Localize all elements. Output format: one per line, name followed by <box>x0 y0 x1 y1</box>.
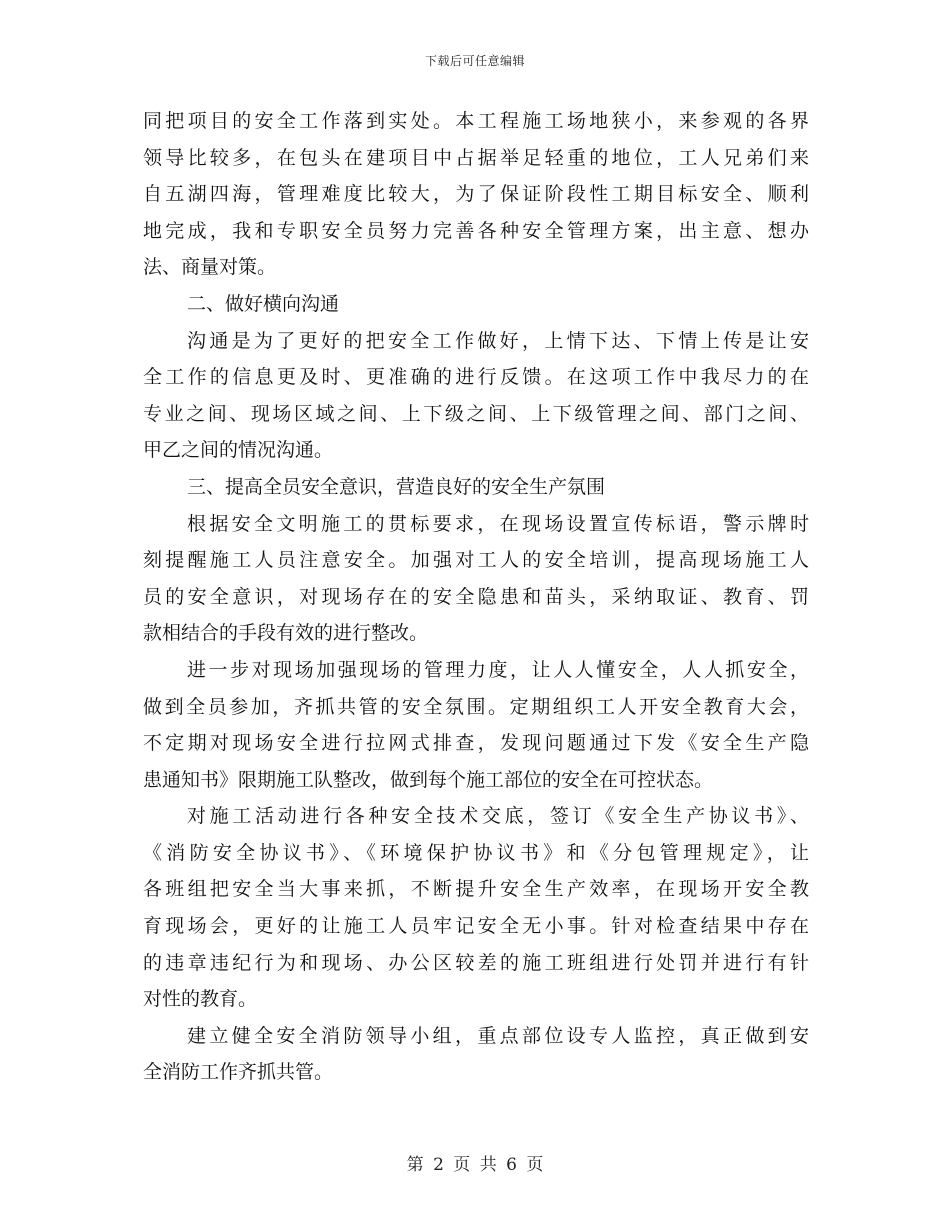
paragraph <box>143 323 809 469</box>
text-line: 建立健全安全消防领导小组，重点部位设专人监控，真正做到安 <box>187 1024 809 1047</box>
text-line: 各班组把安全当大事来抓，不断提升安全生产效率，在现场开安全教 <box>143 878 809 901</box>
text-line: 自五湖四海，管理难度比较大，为了保证阶段性工期目标安全、顺利 <box>143 183 809 206</box>
text-line: 领导比较多，在包头在建项目中占据举足轻重的地位，工人兄弟们来 <box>143 146 809 169</box>
text-line: 法、商量对策。 <box>143 256 277 279</box>
paragraph <box>143 652 809 798</box>
page-header: 下载后可任意编辑 <box>424 54 525 68</box>
text-line: 地完成，我和专职安全员努力完善各种安全管理方案，出主意、想办 <box>143 219 809 242</box>
text-line: 育现场会，更好的让施工人员牢记安全无小事。针对检查结果中存在 <box>143 915 809 938</box>
section-heading <box>143 469 809 506</box>
text-line: 二、做好横向沟通 <box>187 292 340 315</box>
text-line: 《消防安全协议书》、《环境保护协议书》和《分包管理规定》，让 <box>143 841 809 864</box>
text-line: 专业之间、现场区域之间、上下级之间、上下级管理之间、部门之间、 <box>143 402 809 425</box>
section-heading <box>143 286 809 323</box>
text-line: 全消防工作齐抓共管。 <box>143 1061 334 1084</box>
paragraph <box>143 103 809 286</box>
text-line: 员的安全意识，对现场存在的安全隐患和苗头，采纳取证、教育、罚 <box>143 585 809 608</box>
paragraph <box>143 506 809 652</box>
paragraph <box>143 798 809 1018</box>
text-line: 进一步对现场加强现场的管理力度，让人人懂安全，人人抓安全， <box>187 658 809 681</box>
text-line: 对施工活动进行各种安全技术交底，签订《安全生产协议书》、 <box>187 805 809 828</box>
text-line: 甲乙之间的情况沟通。 <box>143 439 334 462</box>
text-line: 的违章违纪行为和现场、办公区较差的施工班组进行处罚并进行有针 <box>143 951 809 974</box>
text-line: 款相结合的手段有效的进行整改。 <box>143 622 429 645</box>
document-body <box>143 103 809 1091</box>
text-line: 刻提醒施工人员注意安全。加强对工人的安全培训，提高现场施工人 <box>143 549 809 572</box>
text-line: 根据安全文明施工的贯标要求，在现场设置宣传标语，警示牌时 <box>187 512 809 535</box>
text-line: 做到全员参加，齐抓共管的安全氛围。定期组织工人开安全教育大会， <box>143 695 809 718</box>
text-line: 同把项目的安全工作落到实处。本工程施工场地狭小，来参观的各界 <box>143 110 809 132</box>
paragraph <box>143 1018 809 1091</box>
text-line: 患通知书》限期施工队整改，做到每个施工部位的安全在可控状态。 <box>143 768 714 791</box>
text-line: 沟通是为了更好的把安全工作做好，上情下达、下情上传是让安 <box>187 329 809 352</box>
text-line: 不定期对现场安全进行拉网式排查，发现问题通过下发《安全生产隐 <box>143 732 809 755</box>
page-footer: 第 2 页 共 6 页 <box>406 1155 544 1175</box>
text-line: 三、提高全员安全意识，营造良好的安全生产氛围 <box>187 475 606 498</box>
text-line: 全工作的信息更及时、更准确的进行反馈。在这项工作中我尽力的在 <box>143 366 809 389</box>
text-line: 对性的教育。 <box>143 988 258 1011</box>
